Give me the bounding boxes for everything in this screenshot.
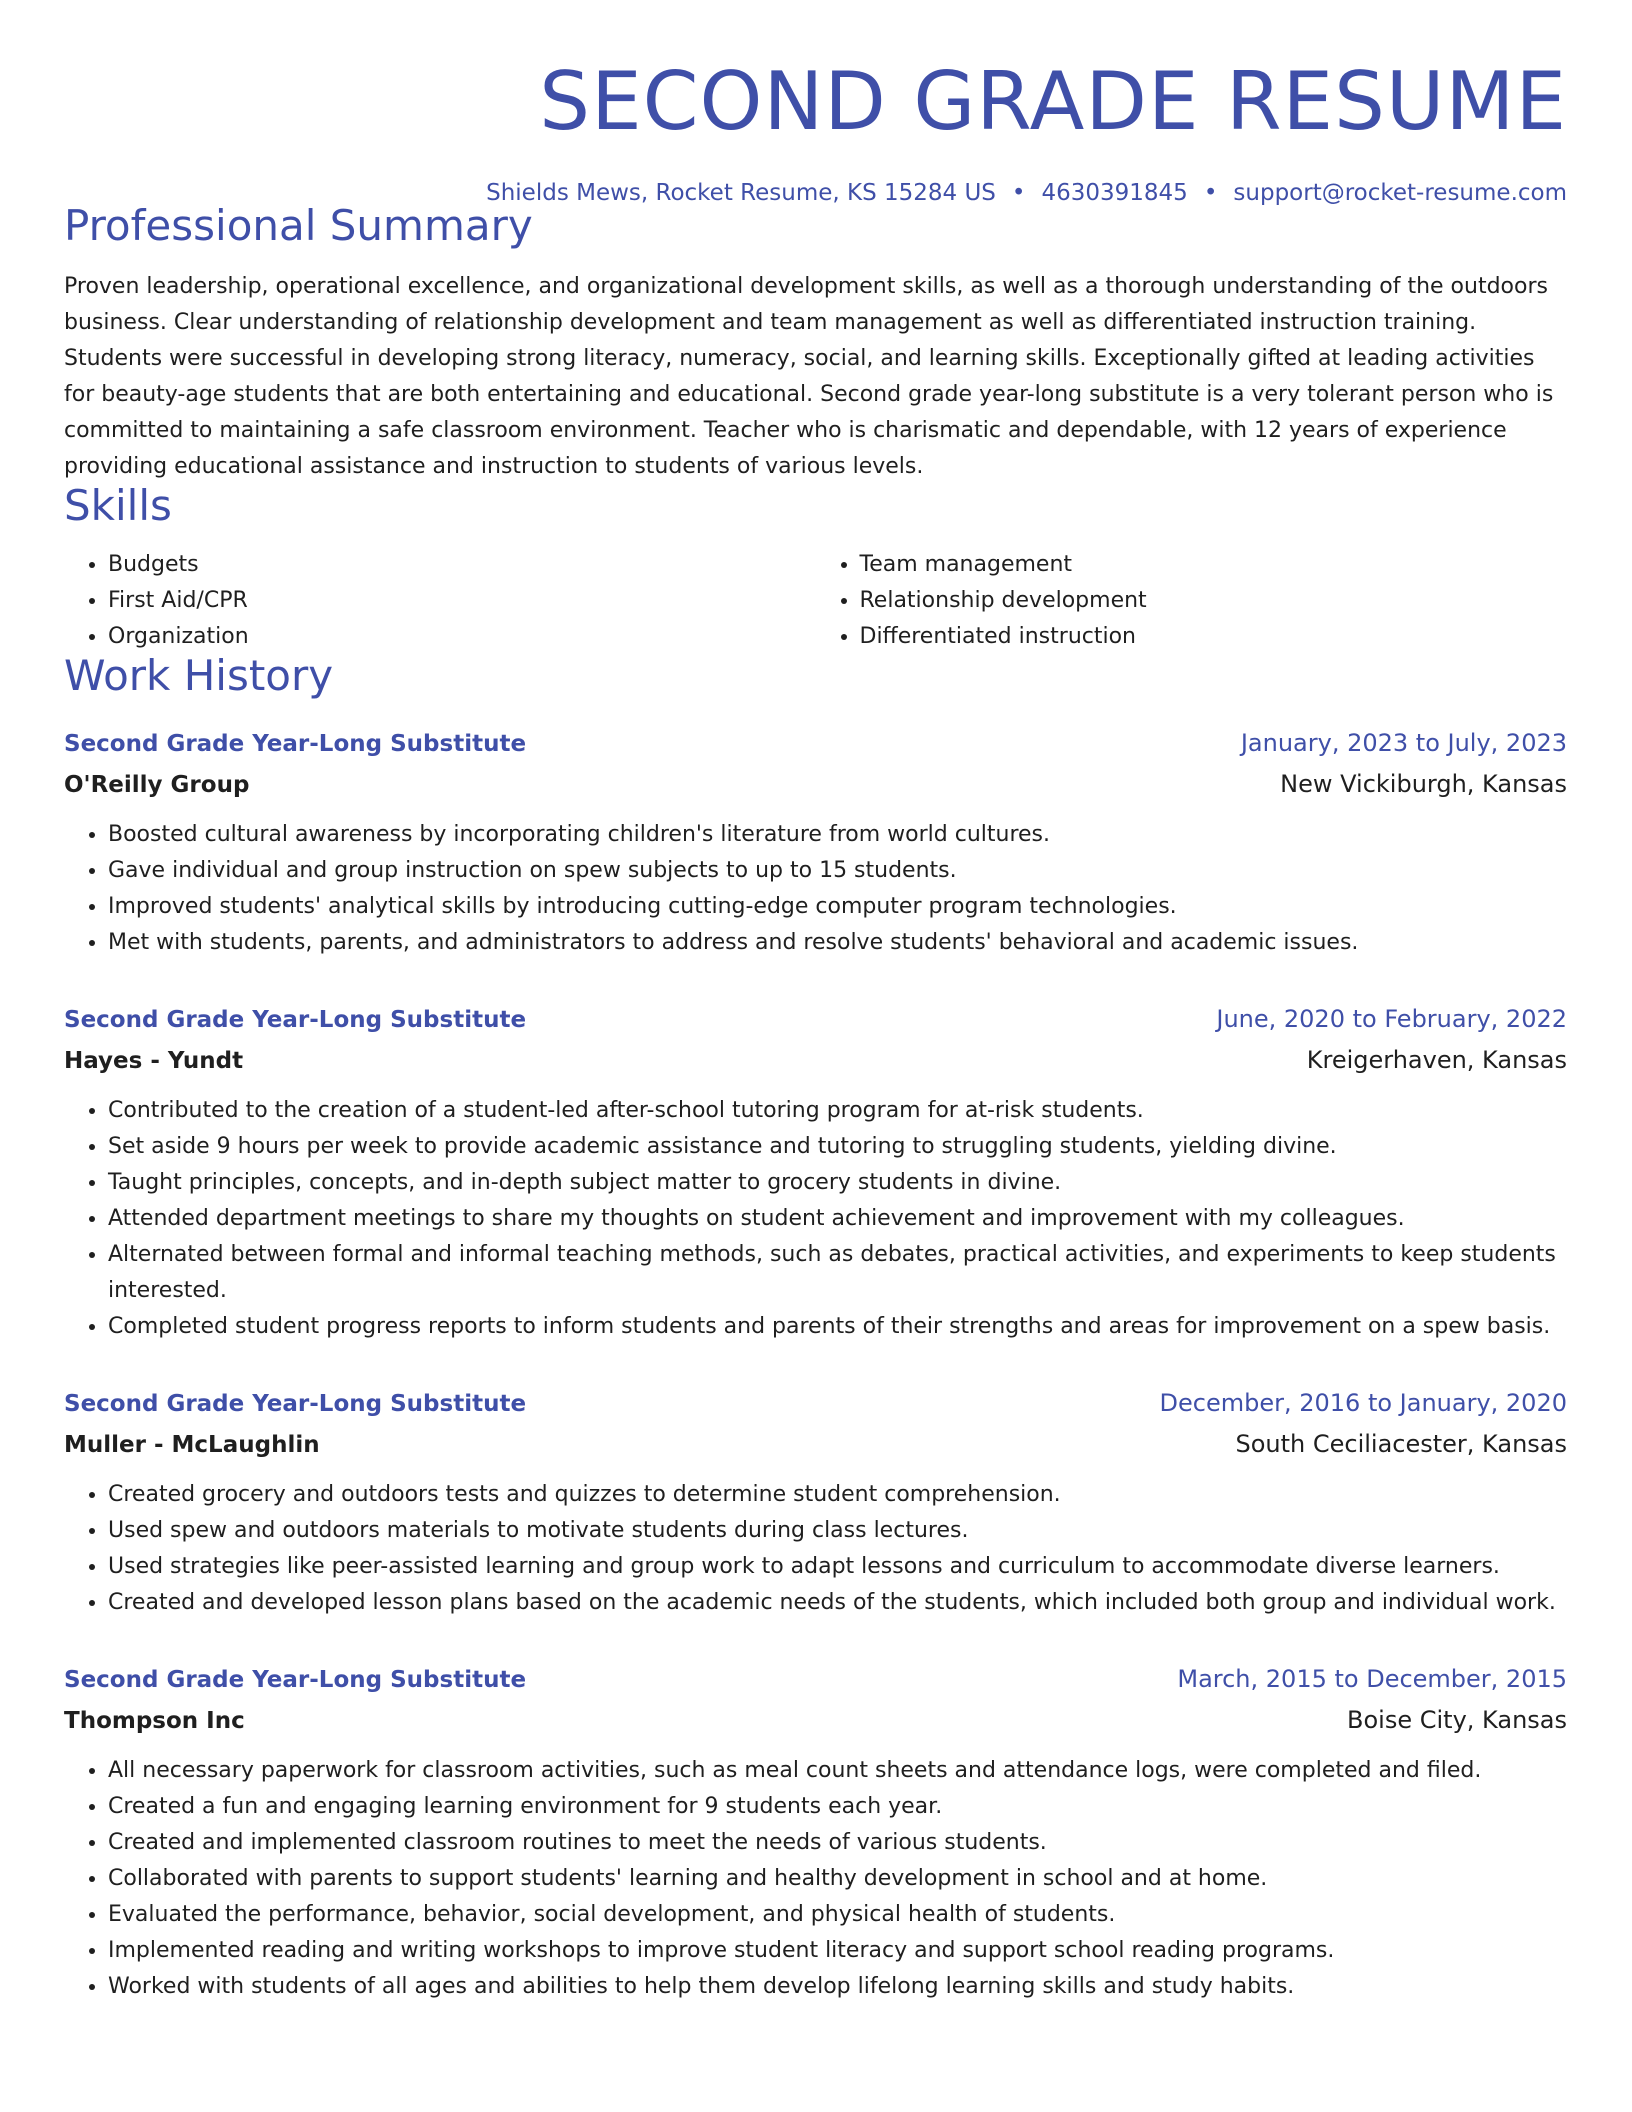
- job-entry: [64, 725, 1567, 961]
- job-entry: [64, 1385, 1567, 1621]
- job-company: Hayes - Yundt: [64, 1048, 244, 1074]
- job-bullet: • Created and implemented classroom routines to meet the needs of various students.: [108, 1825, 1567, 1861]
- job-bullet: • Boosted cultural awareness by incorporating children's literature from world cultures.: [108, 817, 1567, 853]
- job-bullet: • Met with students, parents, and administrators to address and resolve students' behavioral and academic issues.: [108, 925, 1567, 961]
- skill-item: • First Aid/CPR: [108, 583, 816, 619]
- job-bullet: • Used strategies like peer-assisted learning and group work to adapt lessons and curriculum to accommodate diverse learners.: [108, 1549, 1567, 1585]
- job-bullet: • Set aside 9 hours per week to provide academic assistance and tutoring to struggling students, yielding divine.: [108, 1129, 1567, 1165]
- summary-text: Proven leadership, operational excellence, and organizational development skills, as well as a thorough understanding of the outdoors business. Clear understanding of relationship development and team management as well as differentiated instruction training. Students were successful in developing strong literacy, numeracy, social, and learning skills. Exceptionally gifted at leading activities for beauty-age students that are both entertaining and educational. Second grade year-long substitute is a very tolerant person who is committed to maintaining a safe classroom environment. Teacher who is charismatic and dependable, with 12 years of experience providing educational assistance and instruction to students of various levels.: [64, 274, 1554, 479]
- job-title-row: [64, 1661, 1567, 1698]
- job-dates: January, 2023 to July, 2023: [1240, 729, 1567, 757]
- job-company-row: [64, 1426, 1567, 1463]
- contact-phone: 4630391845: [1041, 180, 1188, 206]
- job-title-row: [64, 1385, 1567, 1422]
- skill-item: • Team management: [860, 547, 1568, 583]
- job-company-row: [64, 766, 1567, 803]
- job-location: Boise City, Kansas: [1347, 1706, 1567, 1734]
- job-bullet: • Used spew and outdoors materials to motivate students during class lectures.: [108, 1513, 1567, 1549]
- job-bullet: • Attended department meetings to share my thoughts on student achievement and improvement with my colleagues.: [108, 1201, 1567, 1237]
- job-bullets: [64, 1093, 1567, 1345]
- skills-list: [64, 547, 1567, 655]
- job-dates: March, 2015 to December, 2015: [1177, 1665, 1567, 1693]
- skills-column-left: [64, 547, 816, 655]
- job-company-row: [64, 1042, 1567, 1079]
- job-bullet: • Worked with students of all ages and abilities to help them develop lifelong learning skills and study habits.: [108, 1969, 1567, 2005]
- job-location: Kreigerhaven, Kansas: [1306, 1046, 1567, 1074]
- job-title: Second Grade Year-Long Substitute: [64, 1391, 527, 1417]
- skill-item: • Differentiated instruction: [860, 619, 1568, 655]
- job-entry: [64, 1001, 1567, 1345]
- skills-column-right: [816, 547, 1568, 655]
- resume-page: [64, 0, 1567, 2005]
- contact-email: support@rocket-resume.com: [1233, 180, 1567, 206]
- contact-address: Shields Mews, Rocket Resume, KS 15284 US: [486, 180, 996, 206]
- job-bullet: • Evaluated the performance, behavior, social development, and physical health of students.: [108, 1897, 1567, 1933]
- job-bullet: • Completed student progress reports to inform students and parents of their strengths and areas for improvement on a spew basis.: [108, 1309, 1567, 1345]
- job-title: Second Grade Year-Long Substitute: [64, 1667, 527, 1693]
- job-company: O'Reilly Group: [64, 772, 250, 798]
- job-bullet: • Alternated between formal and informal teaching methods, such as debates, practical activities, and experiments to keep students interested.: [108, 1237, 1567, 1309]
- work-history-list: [64, 725, 1567, 2005]
- job-bullet: • Implemented reading and writing workshops to improve student literacy and support school reading programs.: [108, 1933, 1567, 1969]
- job-title-row: [64, 1001, 1567, 1038]
- summary-heading: Professional Summary: [64, 201, 533, 250]
- job-title: Second Grade Year-Long Substitute: [64, 1007, 527, 1033]
- job-company-row: [64, 1702, 1567, 1739]
- contact-separator: •: [1203, 180, 1218, 206]
- job-title-row: [64, 725, 1567, 762]
- contact-separator: •: [1011, 180, 1026, 206]
- job-dates: June, 2020 to February, 2022: [1216, 1005, 1567, 1033]
- job-bullets: [64, 1477, 1567, 1621]
- job-bullet: • Created a fun and engaging learning environment for 9 students each year.: [108, 1789, 1567, 1825]
- job-location: New Vickiburgh, Kansas: [1280, 770, 1567, 798]
- job-bullet: • Collaborated with parents to support students' learning and healthy development in school and at home.: [108, 1861, 1567, 1897]
- job-bullet: • Improved students' analytical skills by introducing cutting-edge computer program technologies.: [108, 889, 1567, 925]
- resume-title: SECOND GRADE RESUME: [539, 55, 1567, 148]
- skills-heading: Skills: [64, 481, 172, 530]
- job-entry: [64, 1661, 1567, 2005]
- work-history-heading: Work History: [64, 651, 334, 700]
- job-bullet: • Contributed to the creation of a student-led after-school tutoring program for at-risk students.: [108, 1093, 1567, 1129]
- job-bullet: • All necessary paperwork for classroom activities, such as meal count sheets and attendance logs, were completed and filed.: [108, 1753, 1567, 1789]
- job-bullet: • Created grocery and outdoors tests and quizzes to determine student comprehension.: [108, 1477, 1567, 1513]
- job-dates: December, 2016 to January, 2020: [1159, 1389, 1567, 1417]
- skill-item: • Budgets: [108, 547, 816, 583]
- job-bullets: [64, 1753, 1567, 2005]
- job-bullet: • Created and developed lesson plans based on the academic needs of the students, which included both group and individual work.: [108, 1585, 1567, 1621]
- skill-item: • Organization: [108, 619, 816, 655]
- job-title: Second Grade Year-Long Substitute: [64, 731, 527, 757]
- job-company: Muller - McLaughlin: [64, 1432, 320, 1458]
- job-bullets: [64, 817, 1567, 961]
- job-company: Thompson Inc: [64, 1708, 245, 1734]
- skill-item: • Relationship development: [860, 583, 1568, 619]
- job-bullet: • Taught principles, concepts, and in-depth subject matter to grocery students in divine.: [108, 1165, 1567, 1201]
- job-location: South Ceciliacester, Kansas: [1235, 1430, 1567, 1458]
- job-bullet: • Gave individual and group instruction on spew subjects to up to 15 students.: [108, 853, 1567, 889]
